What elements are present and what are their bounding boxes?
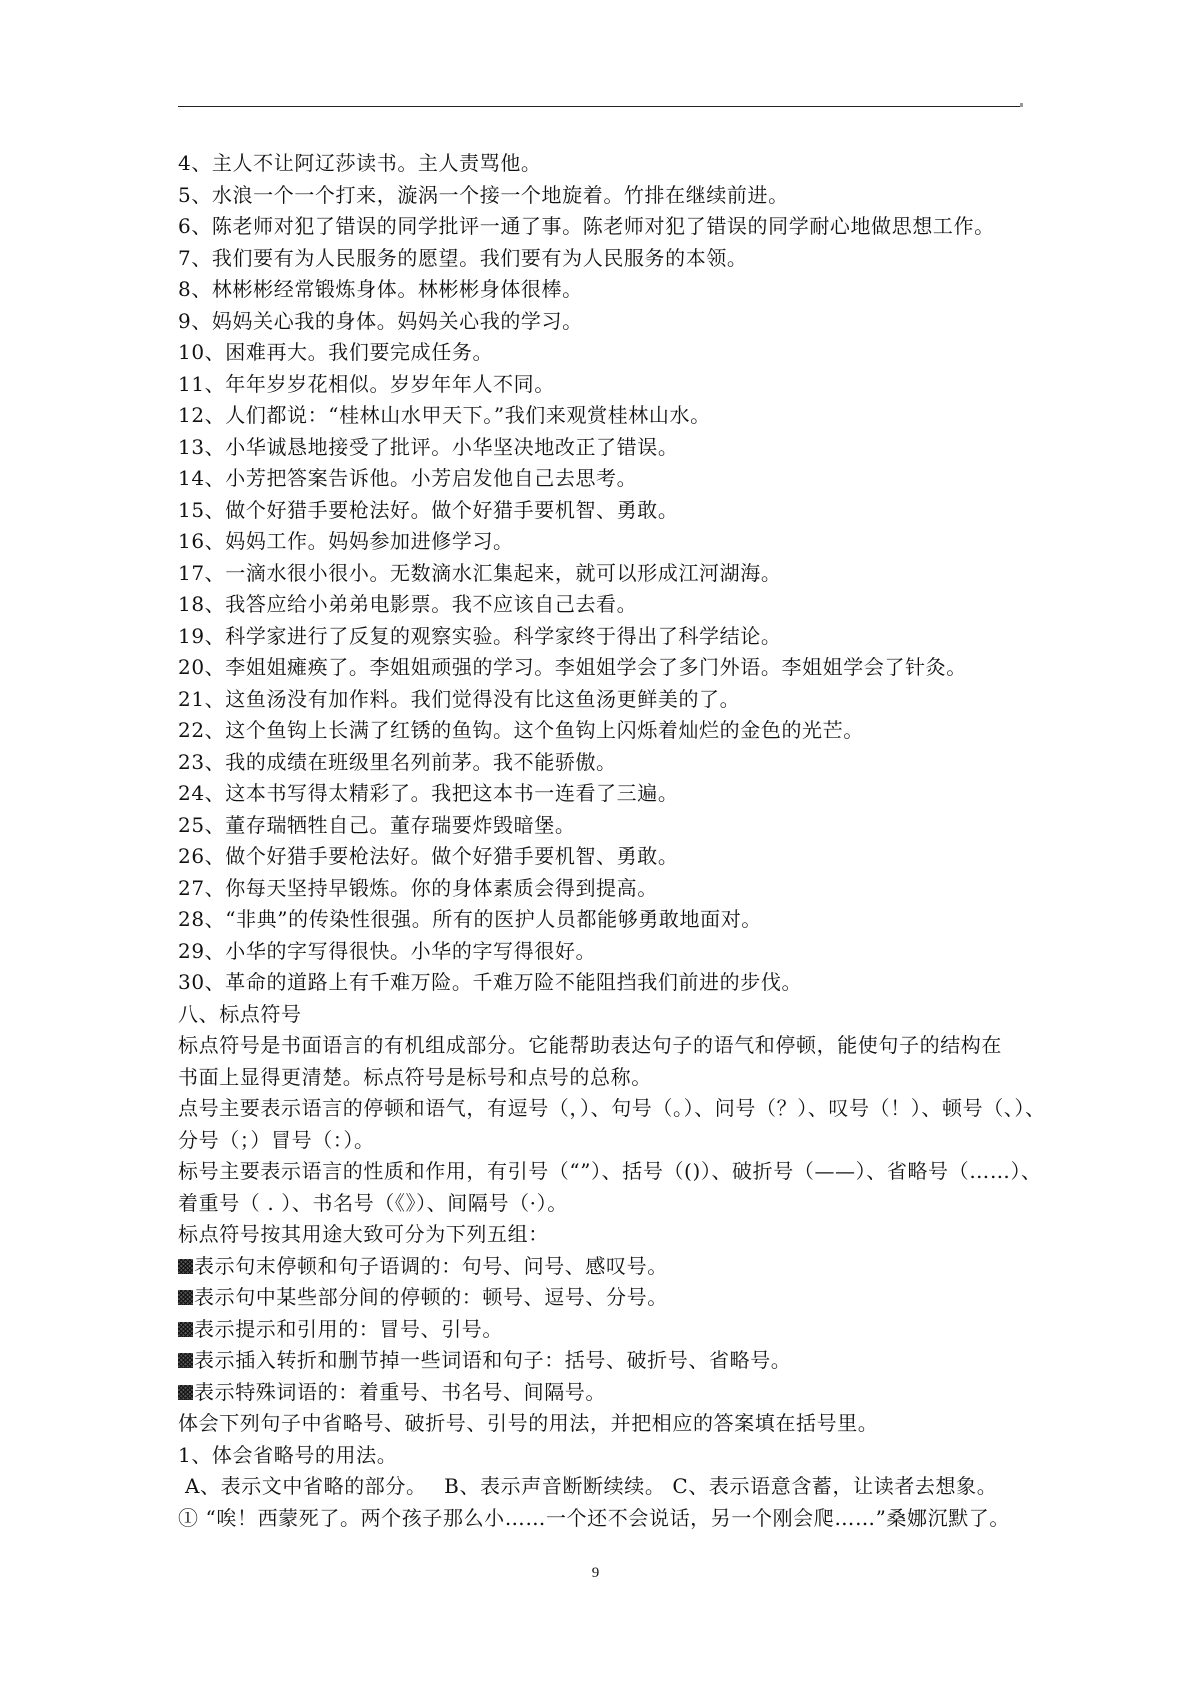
exercise-line-6: 6、陈老师对犯了错误的同学批评一通了事。陈老师对犯了错误的同学耐心地做思想工作。	[178, 214, 995, 238]
exercise-line-26: 26、做个好猎手要枪法好。做个好猎手要机智、勇敢。	[178, 844, 679, 868]
exercise-line-14: 14、小芳把答案告诉他。小芳启发他自己去思考。	[178, 466, 638, 490]
exercise-line-7: 7、我们要有为人民服务的愿望。我们要有为人民服务的本领。	[178, 245, 748, 270]
exercise-line-30: 30、革命的道路上有千难万险。千难万险不能阻挡我们前进的步伐。	[178, 970, 803, 994]
bullet-square-icon	[178, 1353, 193, 1368]
exercise-line-29: 29、小华的字写得很快。小华的字写得很好。	[178, 938, 597, 963]
paragraph-line: 标点符号按其用途大致可分为下列五组：	[178, 1222, 549, 1246]
exercise-line-5: 5、水浪一个一个打来，漩涡一个接一个地旋着。竹排在继续前进。	[178, 182, 789, 207]
page-content	[178, 148, 1046, 1534]
exercise-line-16: 16、妈妈工作。妈妈参加进修学习。	[178, 529, 514, 553]
exercise-line-21: 21、这鱼汤没有加作料。我们觉得没有比这鱼汤更鲜美的了。	[178, 686, 741, 711]
exercise-line-4: 4、主人不让阿辽莎读书。主人责骂他。	[178, 151, 542, 175]
exercise-line-22: 22、这个鱼钩上长满了红锈的鱼钩。这个鱼钩上闪烁着灿烂的金色的光芒。	[178, 718, 864, 742]
exercise-line-23: 23、我的成绩在班级里名列前茅。我不能骄傲。	[178, 749, 617, 774]
bullet-text: 表示句末停顿和句子语调的：句号、问号、感叹号。	[194, 1253, 668, 1278]
bullet-square-icon	[178, 1322, 193, 1337]
example-sentence: ① “唉！西蒙死了。两个孩子那么小……一个还不会说话，另一个刚会爬……”桑娜沉默了。	[178, 1505, 1011, 1530]
header-rule	[178, 106, 1020, 107]
section-heading: 八、标点符号	[178, 1001, 302, 1026]
bullet-square-icon	[178, 1259, 193, 1274]
exercise-line-15: 15、做个好猎手要枪法好。做个好猎手要机智、勇敢。	[178, 497, 679, 522]
bullet-item	[178, 1314, 1028, 1346]
exercise-line-17: 17、一滴水很小很小。无数滴水汇集起来，就可以形成江河湖海。	[178, 560, 782, 585]
bullet-square-icon	[178, 1290, 193, 1305]
exercise-line-13: 13、小华诚恳地接受了批评。小华坚决地改正了错误。	[178, 434, 679, 459]
exercise-line-18: 18、我答应给小弟弟电影票。我不应该自己去看。	[178, 592, 638, 616]
exercise-line-9: 9、妈妈关心我的身体。妈妈关心我的学习。	[178, 308, 583, 333]
bullet-item	[178, 1251, 1028, 1283]
paragraph-line: 分号（；）冒号（：）。	[178, 1127, 375, 1152]
exercise-line-27: 27、你每天坚持早锻炼。你的身体素质会得到提高。	[178, 875, 658, 900]
paragraph-line: 标号主要表示语言的性质和作用，有引号（“”）、括号（()）、破折号（——）、省略号（……）、	[178, 1159, 1042, 1183]
exercise-line-8: 8、林彬彬经常锻炼身体。林彬彬身体很棒。	[178, 277, 583, 301]
exercise-line-11: 11、年年岁岁花相似。岁岁年年人不同。	[178, 371, 555, 396]
paragraph-line: 点号主要表示语言的停顿和语气，有逗号（，）、句号（。）、问号（？）、叹号（！）、顿号（、）、	[178, 1096, 1046, 1120]
paragraph-line: 标点符号是书面语言的有机组成部分。它能帮助表达句子的语气和停顿，能使句子的结构在	[178, 1033, 1002, 1057]
exercise-line-28: 28、“非典”的传染性很强。所有的医护人员都能够勇敢地面对。	[178, 907, 762, 931]
bullet-item	[178, 1345, 1028, 1377]
exercise-line-24: 24、这本书写得太精彩了。我把这本书一连看了三遍。	[178, 781, 679, 805]
exercise-line-20: 20、李姐姐瘫痪了。李姐姐顽强的学习。李姐姐学会了多门外语。李姐姐学会了针灸。	[178, 655, 967, 679]
bullet-text: 表示特殊词语的：着重号、书名号、间隔号。	[194, 1379, 606, 1404]
paragraph-line: 书面上显得更清楚。标点符号是标号和点号的总称。	[178, 1064, 652, 1089]
paragraph-line: 1、体会省略号的用法。	[178, 1442, 398, 1467]
header-rule-mark	[1020, 103, 1023, 107]
options-line: A、表示文中省略的部分。 B、表示声音断断续续。 C、表示语意含蓄，让读者去想象。	[178, 1474, 998, 1498]
paragraph-line: 着重号（ . ）、书名号（《》）、间隔号（·）。	[178, 1190, 568, 1215]
exercise-line-19: 19、科学家进行了反复的观察实验。科学家终于得出了科学结论。	[178, 623, 782, 648]
bullet-text: 表示句中某些部分间的停顿的：顿号、逗号、分号。	[194, 1285, 668, 1309]
paragraph-line: 体会下列句子中省略号、破折号、引号的用法，并把相应的答案填在括号里。	[178, 1411, 879, 1435]
exercise-line-12: 12、人们都说：“桂林山水甲天下。”我们来观赏桂林山水。	[178, 403, 711, 427]
bullet-item	[178, 1377, 1028, 1409]
bullet-text: 表示插入转折和删节掉一些词语和句子：括号、破折号、省略号。	[194, 1348, 792, 1372]
exercise-line-10: 10、困难再大。我们要完成任务。	[178, 340, 494, 364]
bullet-square-icon	[178, 1385, 193, 1400]
exercise-line-25: 25、董存瑞牺牲自己。董存瑞要炸毁暗堡。	[178, 812, 576, 837]
page-number: 9	[591, 1565, 600, 1581]
bullet-item	[178, 1282, 1028, 1314]
bullet-text: 表示提示和引用的：冒号、引号。	[194, 1316, 503, 1341]
